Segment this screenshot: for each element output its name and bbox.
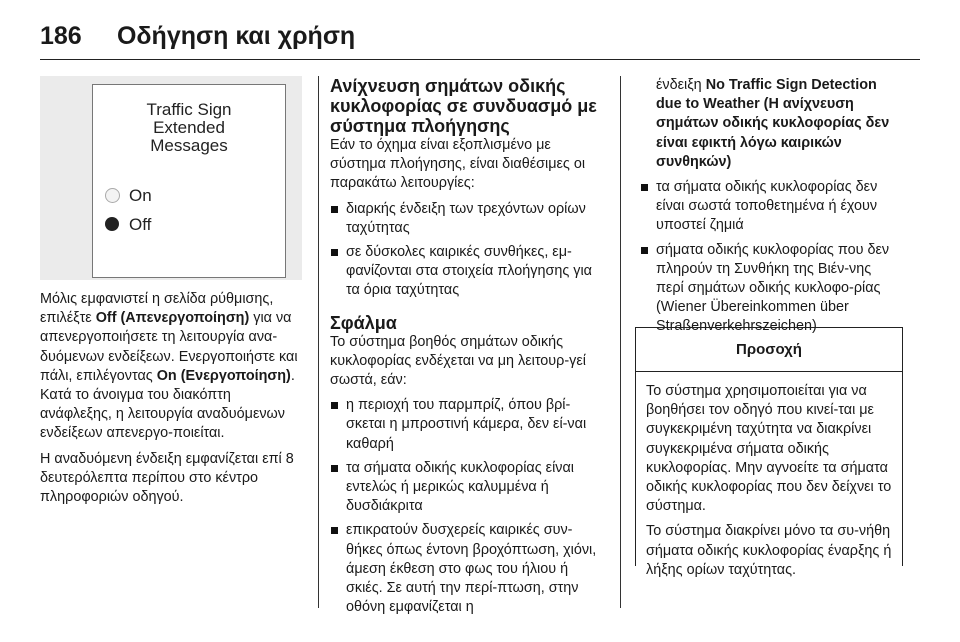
continuation-paragraph: ένδειξη No Traffic Sign Detection due to Weather (Η ανίχνευση σημάτων οδικής κυκλοφορίας δεν είναι εφικτή λόγω καιρικών συνθηκών) bbox=[656, 77, 890, 170]
fault-intro: Το σύστημα βοηθός σημάτων οδικής κυκλοφορίας ενδέχεται να μη λειτουρ-γεί σωστά, εάν: bbox=[330, 333, 586, 389]
section-heading-navigation: Ανίχνευση σημάτων οδικής κυκλοφορίας σε συνδυασμό με σύστημα πλοήγησης bbox=[330, 76, 597, 136]
page-header bbox=[40, 22, 355, 51]
column-2-text bbox=[330, 76, 602, 622]
list-item: επικρατούν δυσχερείς καιρικές συν-θήκες όπως έντονη βροχόπτωση, χιόνι, άμεση έκθεση στο φως του ήλιου ή σκιές. Σε αυτή την περί-πτωση, στην οθόνη εμφανίζεται η bbox=[330, 521, 602, 617]
list-item: σήματα οδικής κυκλοφορίας που δεν πληρούν τη Συνθήκη της Βιέν-νης περί σημάτων οδικής κυκλοφο-ρίας (Wiener Übereinkommen über Straßenverkehrszeichen) bbox=[640, 241, 902, 337]
column-3-text bbox=[640, 76, 902, 342]
off-option-term: Off (Απενεργοποίηση) bbox=[95, 310, 250, 327]
column-1-text bbox=[40, 290, 302, 513]
screen-title: Traffic Sign Extended Messages bbox=[146, 100, 232, 155]
additional-fault-list bbox=[640, 178, 902, 337]
list-item: η περιοχή του παρμπρίζ, όπου βρί-σκεται η μπροστινή κάμερα, δεν εί-ναι καθαρή bbox=[330, 396, 602, 454]
popup-duration-paragraph: Η αναδυόμενη ένδειξη εμφανίζεται επί 8 δευτερόλεπτα περίπου στο κέντρο πληροφοριών οδηγού. bbox=[40, 450, 294, 506]
fault-condition-list bbox=[330, 396, 602, 617]
radio-unselected-icon bbox=[105, 188, 120, 203]
radio-selected-icon bbox=[105, 217, 119, 231]
list-item: διαρκής ένδειξη των τρεχόντων ορίων ταχύτητας bbox=[330, 200, 602, 238]
warning-title: Προσοχή bbox=[636, 328, 902, 372]
header-rule bbox=[40, 59, 920, 60]
navigation-feature-list bbox=[330, 200, 602, 301]
warning-body bbox=[636, 372, 902, 580]
on-option-term: On (Ενεργοποίηση) bbox=[156, 367, 291, 384]
option-off-label: Off bbox=[129, 215, 152, 234]
list-item: σε δύσκολες καιρικές συνθήκες, εμ-φανίζονται στα στοιχεία πλοήγησης για τα όρια ταχύτητας bbox=[330, 243, 602, 301]
settings-paragraph: Μόλις εμφανιστεί η σελίδα ρύθμισης, επιλέξτε Off (Απενεργοποίηση) για να απενεργοποιήσετε τη λειτουργία ανα-δυόμενων ενδείξεων. Ενεργοποιήστε και πάλι, επιλέγοντας On (Ενεργοποίηση). Κατά το άνοιγμα του διακόπτη ανάφλεξης, η λειτουργία αναδυόμενων ενδείξεων απενεργο-ποιείται. bbox=[40, 291, 298, 442]
list-item: τα σήματα οδικής κυκλοφορίας δεν είναι σωστά τοποθετημένα ή έχουν υποστεί ζημιά bbox=[640, 178, 902, 236]
warning-paragraph: Το σύστημα χρησιμοποιείται για να βοηθήσει τον οδηγό που κινεί-ται με συγκεκριμένη ταχύτητα να διακρίνει συγκεκριμένα σήματα οδικής κυκλοφορίας. Μην αγνοείτε τα σήματα οδικής κυκλοφορίας που δεν δείχνει το σύστημα. bbox=[646, 383, 892, 515]
list-item: τα σήματα οδικής κυκλοφορίας είναι εντελώς ή μερικώς καλυμμένα ή δυσδιάκριτα bbox=[330, 459, 602, 517]
page-number: 186 bbox=[40, 22, 82, 50]
section-heading-fault: Σφάλμα bbox=[330, 312, 397, 333]
weather-message-term: No Traffic Sign Detection due to Weather (Η ανίχνευση σημάτων οδικής κυκλοφορίας δεν είναι εφικτή λόγω καιρικών συνθηκών) bbox=[656, 77, 890, 170]
page-title: Οδήγηση και χρήση bbox=[116, 22, 356, 50]
display-screen bbox=[92, 84, 286, 278]
warning-paragraph: Το σύστημα διακρίνει μόνο τα συ-νήθη σήματα οδικής κυκλοφορίας έναρξης ή λήξης ορίων ταχύτητας. bbox=[646, 523, 892, 578]
column-divider-1 bbox=[318, 76, 319, 608]
navigation-intro: Εάν το όχημα είναι εξοπλισμένο με σύστημα πλοήγησης, είναι διαθέσιμες οι παρακάτω λειτουργίες: bbox=[330, 137, 586, 192]
column-divider-2 bbox=[620, 76, 621, 608]
display-illustration bbox=[40, 76, 302, 280]
option-on-label: On bbox=[129, 186, 152, 205]
warning-box bbox=[635, 327, 903, 578]
